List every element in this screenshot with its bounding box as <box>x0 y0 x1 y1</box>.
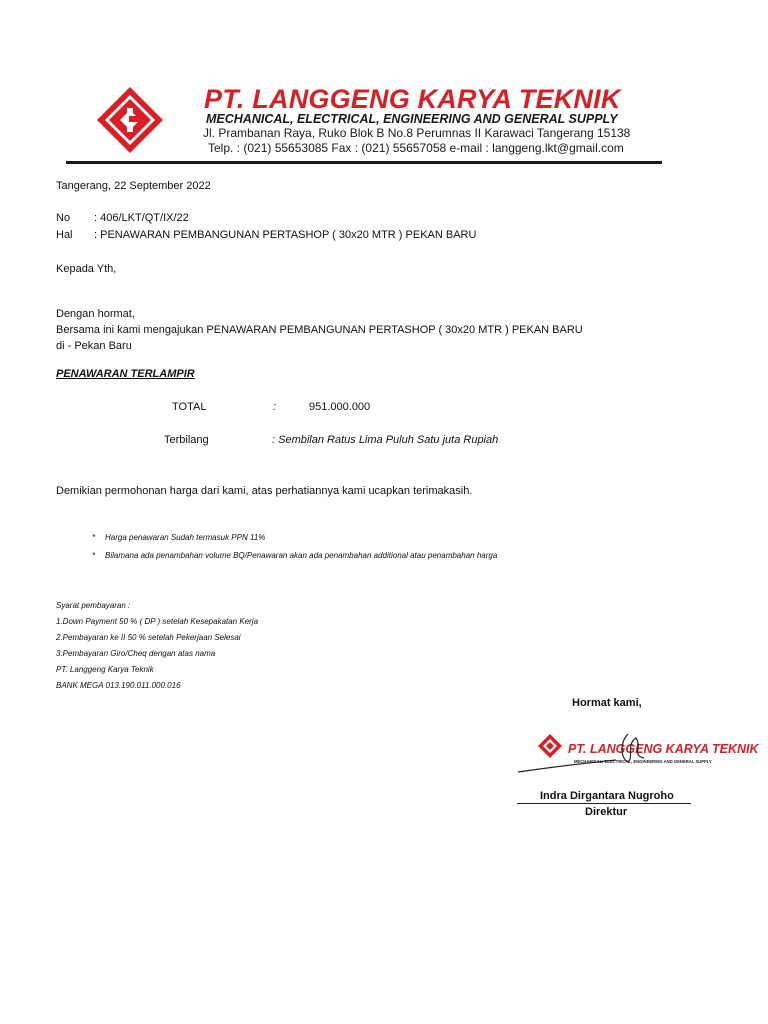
payment-title: Syarat pembayaran : <box>56 601 131 610</box>
payment-line: 3.Pembayaran Giro/Cheq dengan atas nama <box>56 649 216 658</box>
company-contact: Telp. : (021) 55653085 Fax : (021) 55657058 e-mail : langgeng.lkt@gmail.com <box>208 141 624 155</box>
letter-date: Tangerang, 22 September 2022 <box>56 180 211 192</box>
company-logo-icon <box>96 86 164 154</box>
company-address: Jl. Prambanan Raya, Ruko Blok B No.8 Perumnas II Karawaci Tangerang 15138 <box>203 126 631 140</box>
note-item: Bilamana ada penambahan volume BQ/Penawaran akan ada penambahan additional atau penambahan harga <box>105 551 498 560</box>
company-subtitle: MECHANICAL, ELECTRICAL, ENGINEERING AND GENERAL SUPPLY <box>206 112 618 126</box>
signatory-title: Direktur <box>585 806 628 818</box>
note-item: Harga penawaran Sudah termasuk PPN 11% <box>105 533 266 542</box>
total-label: TOTAL <box>172 401 207 413</box>
note-bullet: * <box>92 551 96 560</box>
total-value: 951.000.000 <box>309 401 371 413</box>
ref-hal-value: : PENAWARAN PEMBANGUNAN PERTASHOP ( 30x20 MTR ) PEKAN BARU <box>94 229 477 241</box>
payment-line: BANK MEGA 013.190.011.000.016 <box>56 681 181 690</box>
company-stamp <box>516 728 759 778</box>
terbilang-value: : Sembilan Ratus Lima Puluh Satu juta Rupiah <box>272 434 499 446</box>
ref-hal-label: Hal <box>56 229 73 241</box>
total-colon: : <box>273 401 277 413</box>
recipient: Kepada Yth, <box>56 263 117 275</box>
offer-heading: PENAWARAN TERLAMPIR <box>56 368 195 380</box>
greeting: Dengan hormat, <box>56 308 135 320</box>
terbilang-label: Terbilang <box>164 434 209 446</box>
stamp-subtitle-text: MECHANICAL, ELECTRICAL, ENGINEERING AND GENERAL SUPPLY <box>574 759 712 764</box>
payment-line: 1.Down Payment 50 % ( DP ) setelah Kesepakatan Kerja <box>56 617 259 626</box>
signature-salutation: Hormat kami, <box>572 697 642 709</box>
stamp-company-text: PT. LANGGENG KARYA TEKNIK <box>568 742 759 756</box>
payment-line: PT. Langgeng Karya Teknik <box>56 665 154 674</box>
body-line-1: Bersama ini kami mengajukan PENAWARAN PEMBANGUNAN PERTASHOP ( 30x20 MTR ) PEKAN BARU <box>56 324 583 336</box>
ref-no-label: No <box>56 212 71 224</box>
ref-no-value: : 406/LKT/QT/IX/22 <box>94 212 189 224</box>
payment-line: 2.Pembayaran ke II 50 % setelah Pekerjaan Selesai <box>56 633 241 642</box>
company-name: PT. LANGGENG KARYA TEKNIK <box>204 84 621 114</box>
letterhead-divider <box>66 161 662 164</box>
signature-line <box>517 803 691 804</box>
closing-text: Demikian permohonan harga dari kami, atas perhatiannya kami ucapkan terimakasih. <box>56 485 473 497</box>
note-bullet: * <box>92 533 96 542</box>
body-line-2: di - Pekan Baru <box>56 340 132 352</box>
signatory-name: Indra Dirgantara Nugroho <box>540 790 674 802</box>
